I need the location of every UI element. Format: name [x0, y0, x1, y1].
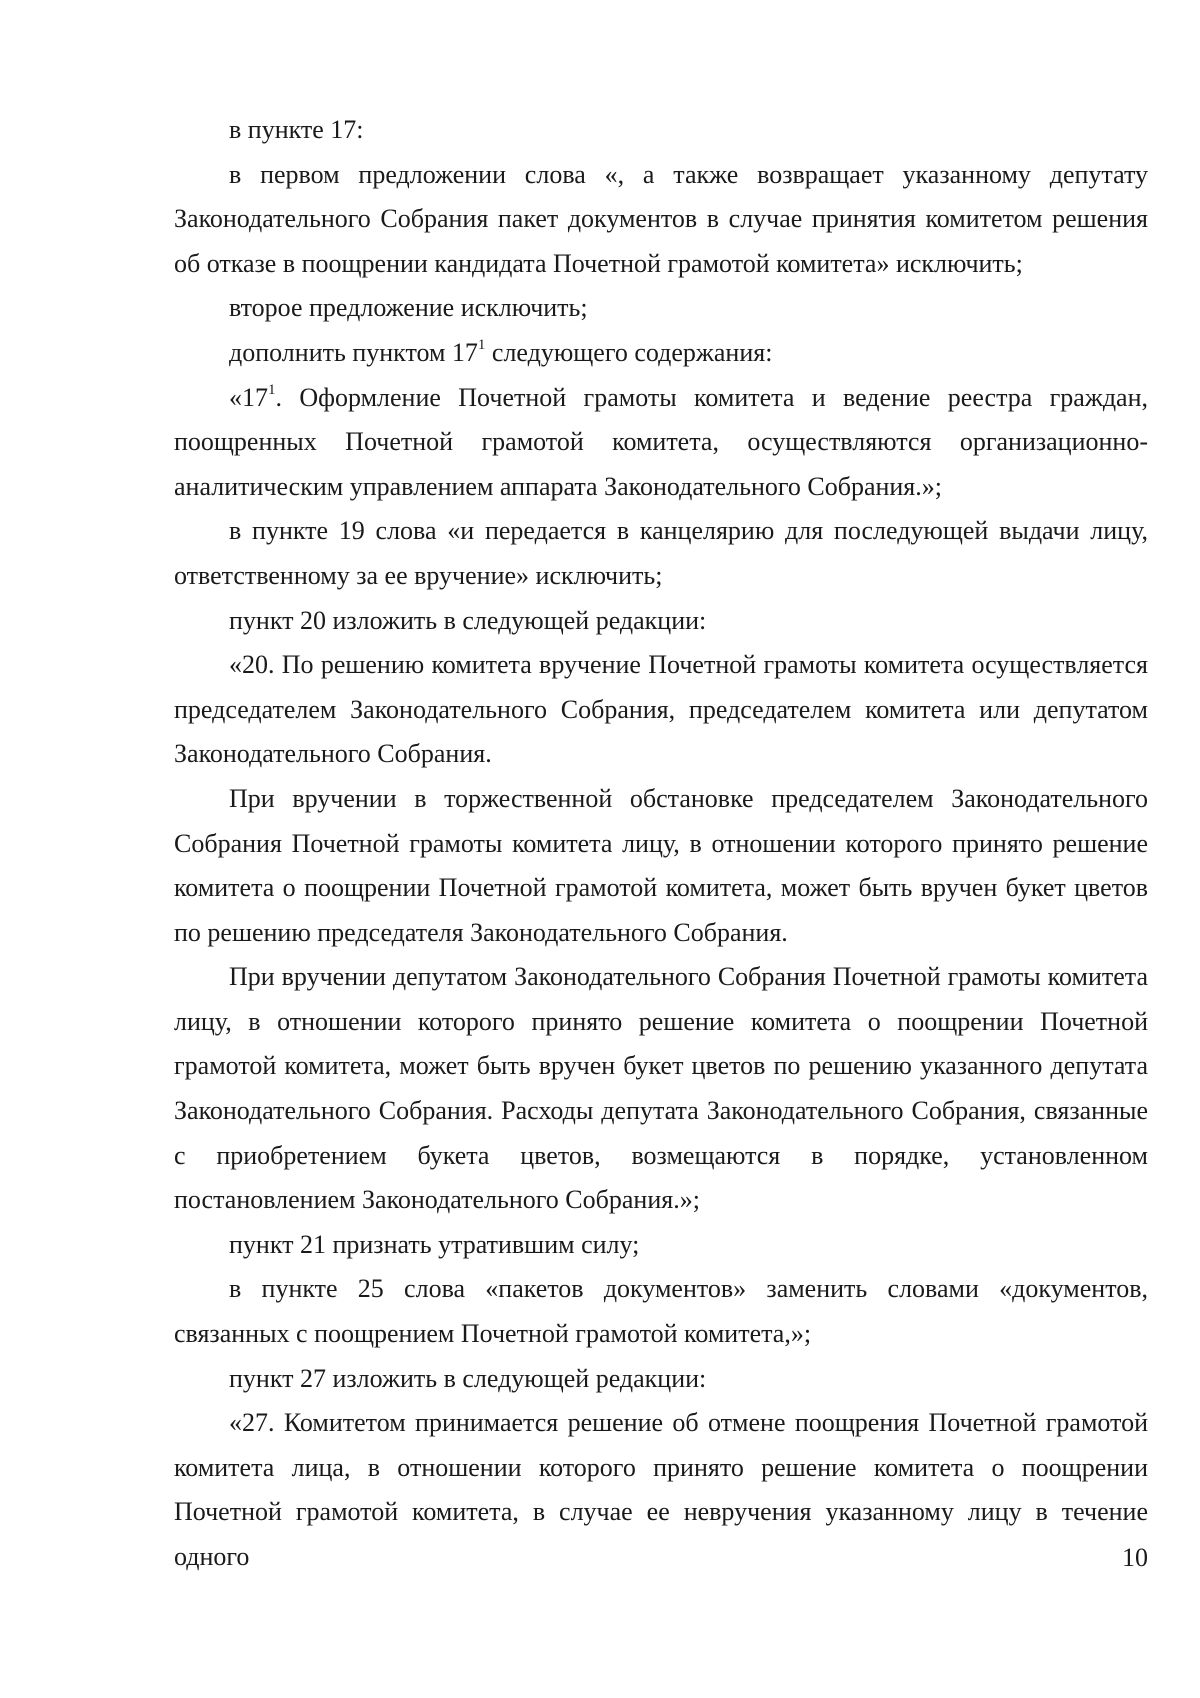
paragraph-10: При вручении депутатом Законодательного Собрания Почетной грамоты комитета лицу, в отношении которого принято решение комитета о поощрении Почетной грамотой комитета, может быть вручен букет цветов по решению указанного депутата Законодательного Собрания. Расходы депутата Законодательного Собрания, связанные с приобретением букета цветов, возмещаются в порядке, установленном постановлением Законодательного Собрания.»; [174, 962, 1148, 1215]
paragraph-9: При вручении в торжественной обстановке председателем Законодательного Собрания Почетной грамоты комитета лицу, в отношении которого принято решение комитета о поощрении Почетной грамотой комитета, может быть вручен букет цветов по решению председателя Законодательного Собрания. [174, 783, 1148, 947]
paragraph-4 [174, 331, 1148, 376]
paragraph-5 [174, 376, 1148, 510]
paragraph-5-text: «17 [229, 382, 268, 412]
paragraph-6: в пункте 19 слова «и передается в канцелярию для последующей выдачи лицу, ответственному за ее вручение» исключить; [174, 516, 1148, 590]
paragraph-7: пункт 20 изложить в следующей редакции: [229, 605, 707, 635]
paragraph-2: в первом предложении слова «, а также возвращает указанному депутату Законодательного Собрания пакет документов в случае принятия комитетом решения об отказе в поощрении кандидата Почетной грамотой комитета» исключить; [174, 159, 1148, 278]
paragraph-12: в пункте 25 слова «пакетов документов» заменить словами «документов, связанных с поощрением Почетной грамотой комитета,»; [174, 1274, 1148, 1349]
paragraph-4-text: дополнить пунктом 17 [229, 337, 478, 367]
paragraph-14: «27. Комитетом принимается решение об отмене поощрения Почетной грамотой комитета лица, в отношении которого принято решение комитета о поощрении Почетной грамотой комитета, в случае ее невручения указанному лицу в течение одного [174, 1408, 1148, 1571]
paragraph-4-text-end: следующего содержания: [485, 337, 773, 367]
body-text [174, 108, 1148, 1580]
paragraph-5-text-end: . Оформление Почетной грамоты комитета и ведение реестра граждан, поощренных Почетной грамотой комитета, осуществляются организационно-аналитическим управлением аппарата Законодательного Собрания.»; [174, 382, 1148, 501]
page-number: 10 [1122, 1543, 1148, 1572]
paragraph-3: второе предложение исключить; [229, 293, 588, 323]
paragraph-1: в пункте 17: [229, 115, 364, 144]
paragraph-11: пункт 21 признать утратившим силу; [229, 1229, 640, 1259]
superscript-1: 1 [477, 337, 486, 354]
paragraph-13: пункт 27 изложить в следующей редакции: [229, 1363, 707, 1393]
superscript-1: 1 [268, 381, 276, 398]
paragraph-8: «20. По решению комитета вручение Почетной грамоты комитета осуществляется председателем Законодательного Собрания, председателем комитета или депутатом Законодательного Собрания. [174, 650, 1148, 769]
